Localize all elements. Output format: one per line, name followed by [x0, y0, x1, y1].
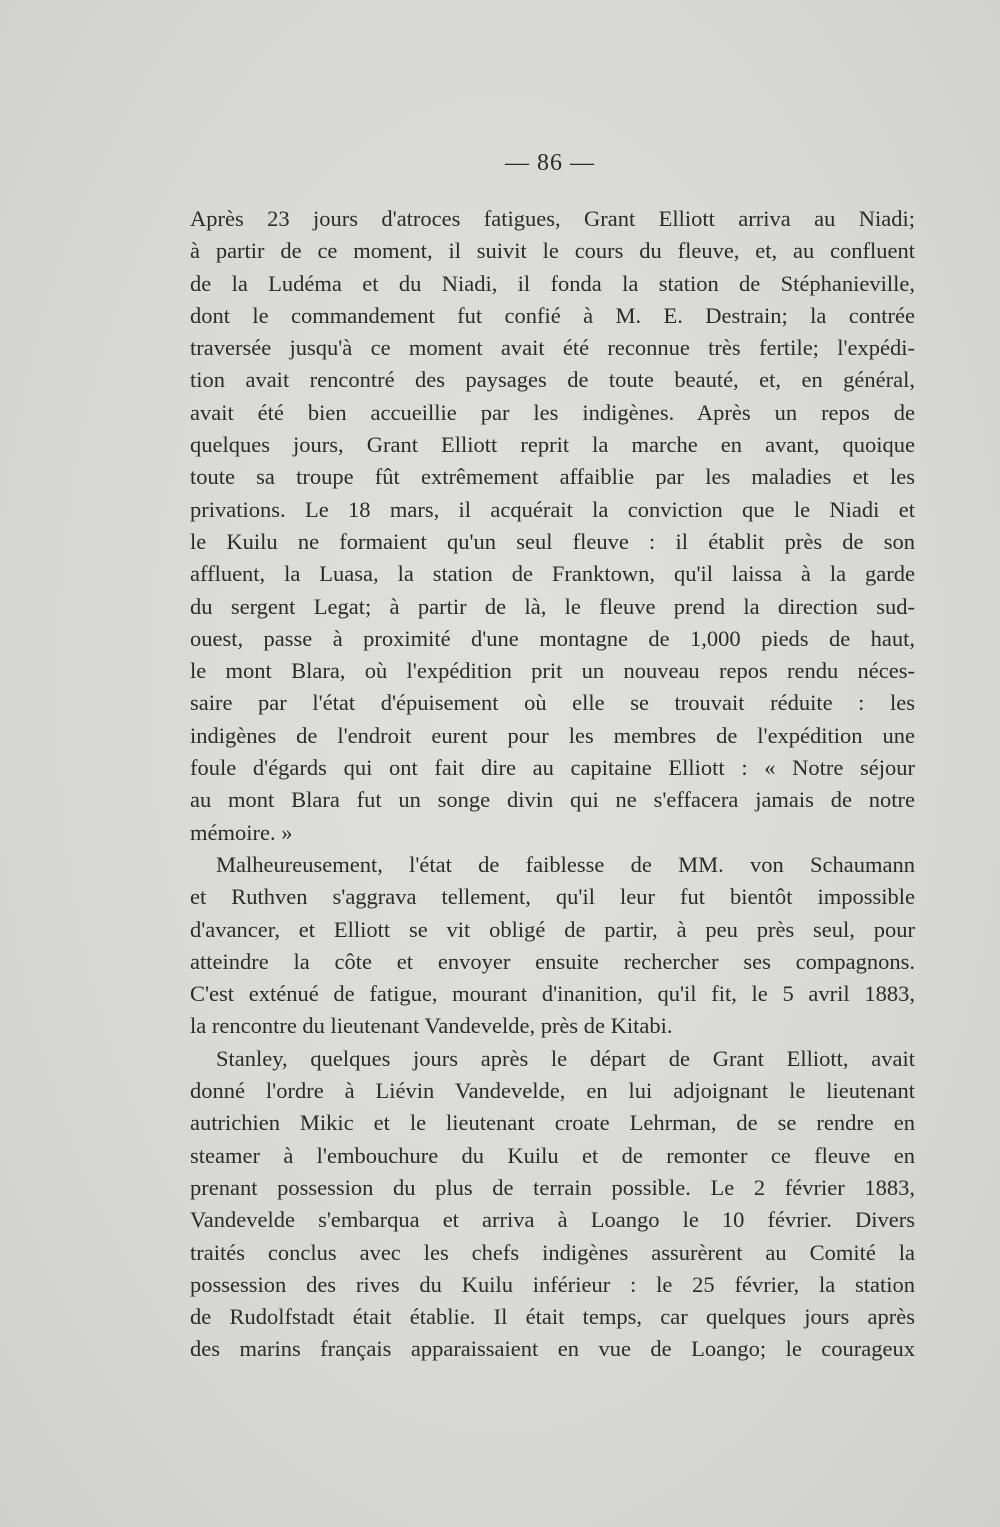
paragraph [190, 1043, 915, 1366]
text-line: ouest, passe à proximité d'une montagne de 1,000 pieds de haut, [190, 625, 915, 651]
text-line: le Kuilu ne formaient qu'un seul fleuve : il établit près de son [190, 528, 915, 554]
text-line: privations. Le 18 mars, il acquérait la conviction que le Niadi et [190, 496, 915, 522]
text-line: au mont Blara fut un songe divin qui ne s'effacera jamais de notre [190, 787, 915, 813]
text-line: quelques jours, Grant Elliott reprit la marche en avant, quoique [190, 432, 915, 458]
text-line: possession des rives du Kuilu inférieur : le 25 février, la station [190, 1271, 915, 1297]
text-line: donné l'ordre à Liévin Vandevelde, en lui adjoignant le lieutenant [190, 1078, 915, 1104]
text-line: dont le commandement fut confié à M. E. Destrain; la contrée [190, 302, 915, 328]
text-line: toute sa troupe fût extrêmement affaiblie par les maladies et les [190, 464, 915, 490]
text-line: prenant possession du plus de terrain possible. Le 2 février 1883, [190, 1174, 915, 1200]
text-line: à partir de ce moment, il suivit le cours du fleuve, et, au confluent [190, 238, 915, 264]
text-line: foule d'égards qui ont fait dire au capitaine Elliott : « Notre séjour [190, 755, 915, 781]
text-line: traités conclus avec les chefs indigènes assurèrent au Comité la [190, 1239, 915, 1265]
text-line: traversée jusqu'à ce moment avait été reconnue très fertile; l'expédi- [190, 335, 915, 361]
text-line: steamer à l'embouchure du Kuilu et de remonter ce fleuve en [190, 1142, 915, 1168]
text-line: Vandevelde s'embarqua et arriva à Loango le 10 février. Divers [190, 1207, 915, 1233]
text-line: des marins français apparaissaient en vue de Loango; le courageux [190, 1336, 915, 1362]
text-line: indigènes de l'endroit eurent pour les membres de l'expédition une [190, 722, 915, 748]
text-line: autrichien Mikic et le lieutenant croate Lehrman, de se rendre en [190, 1110, 915, 1136]
text-line: Stanley, quelques jours après le départ de Grant Elliott, avait [216, 1045, 915, 1071]
page-number: — 86 — [505, 150, 595, 176]
text-line: tion avait rencontré des paysages de toute beauté, et, en général, [190, 367, 915, 393]
text-line: affluent, la Luasa, la station de Franktown, qu'il laissa à la garde [190, 561, 915, 587]
text-line: de Rudolfstadt était établie. Il était temps, car quelques jours après [190, 1304, 915, 1330]
text-line: mémoire. » [190, 819, 293, 845]
paragraph [190, 849, 915, 1043]
text-line: saire par l'état d'épuisement où elle se trouvait réduite : les [190, 690, 915, 716]
text-line: du sergent Legat; à partir de là, le fleuve prend la direction sud- [190, 593, 915, 619]
text-line: de la Ludéma et du Niadi, il fonda la station de Stéphanieville, [190, 270, 915, 296]
text-line: et Ruthven s'aggrava tellement, qu'il leur fut bientôt impossible [190, 884, 915, 910]
paragraph [190, 203, 915, 849]
text-line: le mont Blara, où l'expédition prit un nouveau repos rendu néces- [190, 658, 915, 684]
body-text [190, 203, 915, 1366]
text-line: Malheureusement, l'état de faiblesse de MM. von Schaumann [216, 851, 915, 877]
text-line: C'est exténué de fatigue, mourant d'inanition, qu'il fit, le 5 avril 1883, [190, 981, 915, 1007]
text-line: d'avancer, et Elliott se vit obligé de partir, à peu près seul, pour [190, 916, 915, 942]
text-line: la rencontre du lieutenant Vandevelde, près de Kitabi. [190, 1013, 673, 1039]
text-line: atteindre la côte et envoyer ensuite rechercher ses compagnons. [190, 948, 915, 974]
text-line: Après 23 jours d'atroces fatigues, Grant Elliott arriva au Niadi; [190, 206, 915, 231]
text-line: avait été bien accueillie par les indigènes. Après un repos de [190, 399, 915, 425]
